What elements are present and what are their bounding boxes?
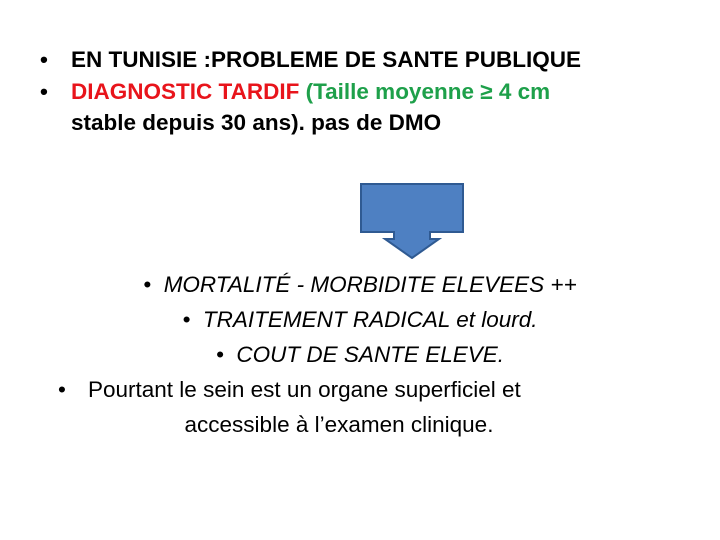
mortalite-text: MORTALITÉ - MORBIDITE ELEVEES ++ (163, 272, 577, 297)
down-arrow-callout-icon (360, 183, 464, 259)
stable-depuis-text: stable depuis 30 ans). pas de DMO (71, 110, 442, 135)
bullet-pourtant (40, 373, 680, 408)
bullet-dot: • (143, 272, 152, 297)
pourtant-text-line2: accessible à l’examen clinique. (184, 411, 494, 437)
bullet-tunisie (40, 44, 680, 76)
pourtant-text-line1: Pourtant le sein est un organe superficiel et (88, 376, 521, 402)
pourtant-continuation (40, 408, 680, 443)
bottom-bullet-list (40, 268, 680, 442)
bullet-dot: • (40, 78, 48, 104)
bullet-dot: • (58, 376, 66, 402)
bullet-cout (40, 338, 680, 373)
bullet-diagnostic (40, 76, 680, 139)
traitement-text: TRAITEMENT RADICAL et lourd. (202, 306, 538, 332)
bullet-dot: • (182, 306, 191, 332)
taille-moyenne-text: Taille moyenne ≥ 4 cm (313, 78, 551, 104)
diagnostic-tardif-text: DIAGNOSTIC TARDIF (71, 78, 300, 104)
top-bullet-list (40, 44, 680, 139)
arrow-shape (361, 184, 463, 258)
bullet-dot: • (216, 341, 224, 367)
bullet-mortalite (40, 268, 680, 303)
cout-text: COUT DE SANTE ELEVE. (236, 341, 504, 367)
paren-open: ( (299, 78, 314, 104)
bullet-traitement (40, 303, 680, 338)
bullet-text-tunisie: EN TUNISIE :PROBLEME DE SANTE PUBLIQUE (71, 47, 582, 72)
bullet-dot: • (40, 47, 48, 72)
